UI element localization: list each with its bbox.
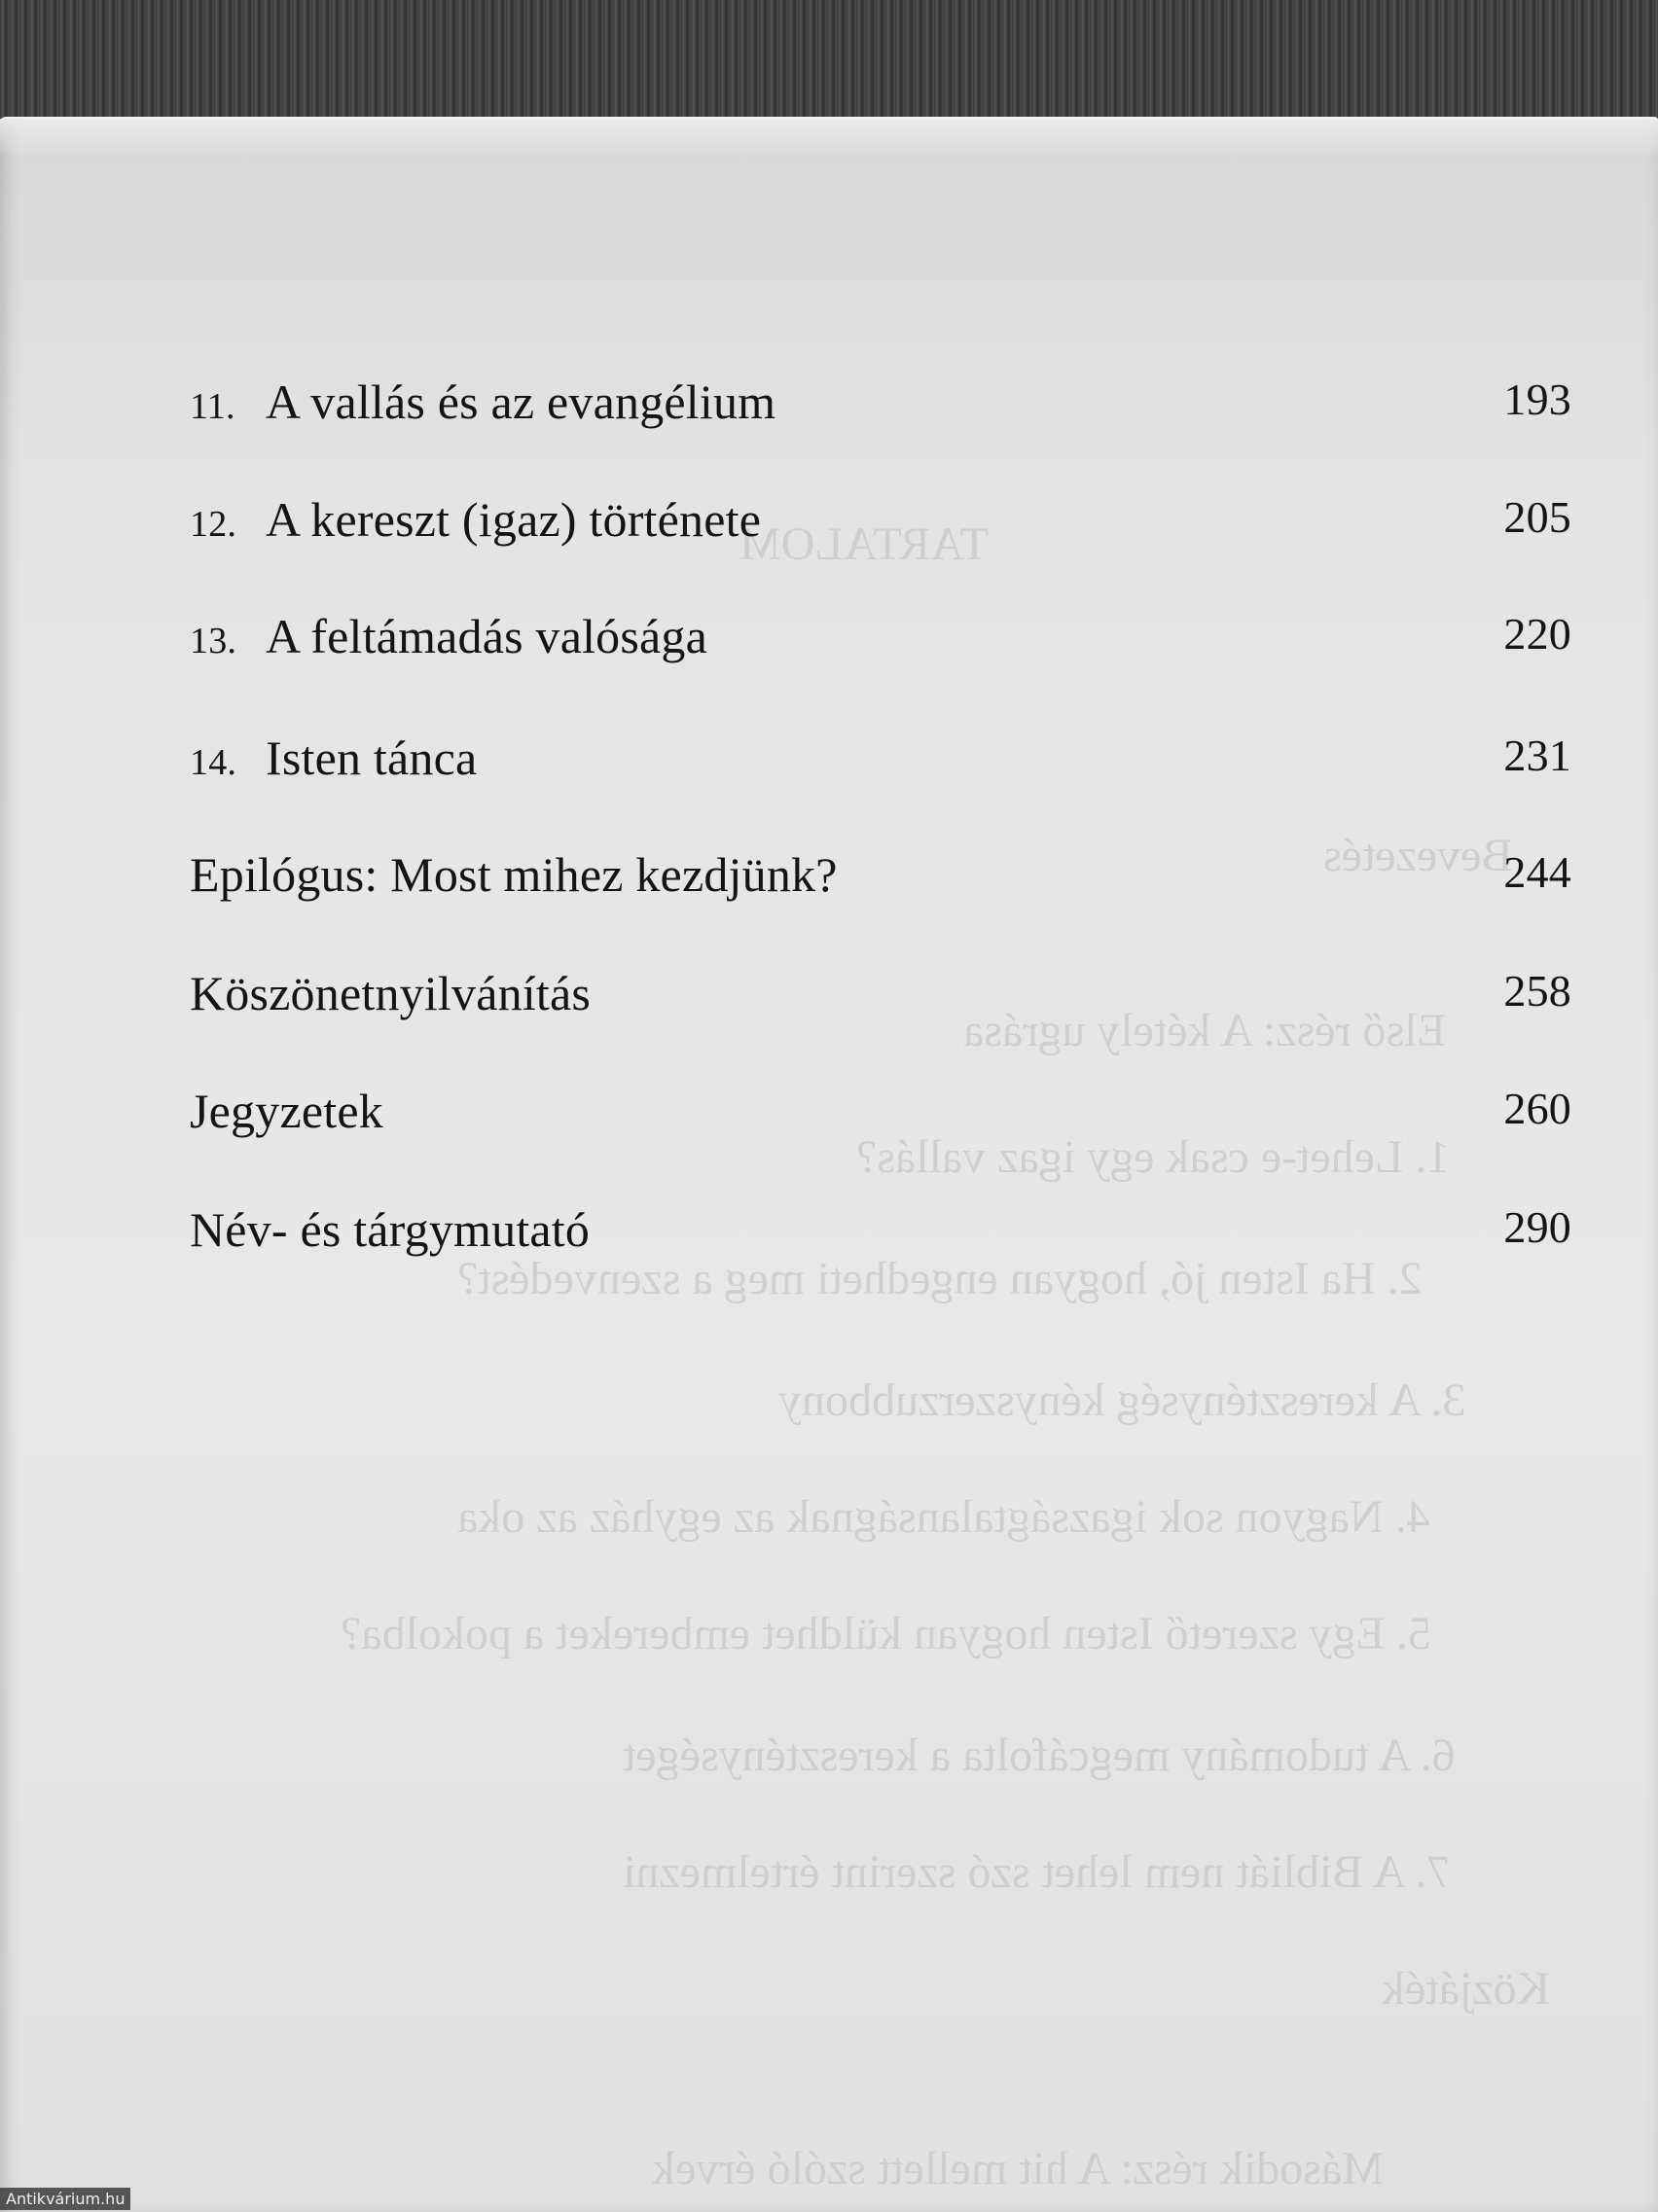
toc-entry-title: Köszönetnyilvánítás [190, 966, 592, 1020]
bleed-line: 6. A tudomány megcáfolta a kereszténységet [623, 1730, 1456, 1781]
bleed-line: 1. Lehet-e csak egy igaz vallás? [856, 1131, 1451, 1183]
toc-entry [190, 730, 1571, 798]
toc-entry-title: A vallás és az evangélium [266, 375, 776, 429]
bleed-line: 7. A Bibliát nem lehet szó szerint értelmezni [623, 1846, 1451, 1898]
watermark-label: Antikvárium.hu [0, 2188, 130, 2210]
toc-entry [190, 608, 1571, 676]
toc-entry [190, 1083, 1571, 1151]
toc-entry [190, 374, 1571, 442]
toc-entry-title: A feltámadás valósága [266, 609, 708, 663]
bleed-line: 5. Egy szerető Isten hogyan küldhet embereket a pokolba? [341, 1608, 1431, 1659]
toc-entry-number: 13. [190, 621, 237, 661]
table-of-contents [0, 119, 1658, 2212]
toc-entry-number: 14. [190, 742, 237, 783]
bleed-line: 2. Ha Isten jó, hogyan engedheti meg a szenvedést? [457, 1253, 1423, 1304]
toc-entry-page: 260 [1503, 1084, 1571, 1133]
bleed-line: Bevezetés [1323, 830, 1513, 881]
toc-entry-title: Epilógus: Most mihez kezdjünk? [190, 847, 838, 902]
toc-entry-page: 220 [1503, 609, 1571, 659]
bleed-line: 3. A kereszténység kényszerzubbony [778, 1374, 1466, 1426]
bleed-line: Második rész: A hit mellett szóló érvek [652, 2143, 1384, 2194]
bleed-line: Első rész: A kétely ugrása [963, 1005, 1446, 1056]
toc-entry-title: Jegyzetek [190, 1084, 383, 1138]
bleed-line: 4. Nagyon sok igazságtalanságnak az egyház az oka [457, 1491, 1430, 1543]
toc-entry-number: 11. [190, 386, 235, 427]
toc-entry-title: A kereszt (igaz) története [266, 492, 762, 547]
toc-entry-page: 231 [1503, 731, 1571, 780]
toc-entry-page: 258 [1503, 966, 1571, 1016]
toc-entry [190, 846, 1571, 914]
bleed-line: Közjáték [1382, 1963, 1551, 2015]
toc-entry [190, 1201, 1571, 1269]
background-surface [0, 0, 1658, 136]
toc-entry-page: 244 [1503, 847, 1571, 897]
toc-entry-page: 193 [1503, 375, 1571, 424]
toc-entry [190, 491, 1571, 559]
toc-entry-title: Isten tánca [266, 731, 478, 785]
toc-entry-title: Név- és tárgymutató [190, 1202, 591, 1257]
toc-entry-page: 205 [1503, 492, 1571, 542]
toc-entry-number: 12. [190, 504, 237, 545]
toc-entry [190, 965, 1571, 1033]
book-page [0, 117, 1658, 2212]
bleed-heading: TARTALOM [739, 518, 990, 570]
toc-entry-page: 290 [1503, 1202, 1571, 1252]
